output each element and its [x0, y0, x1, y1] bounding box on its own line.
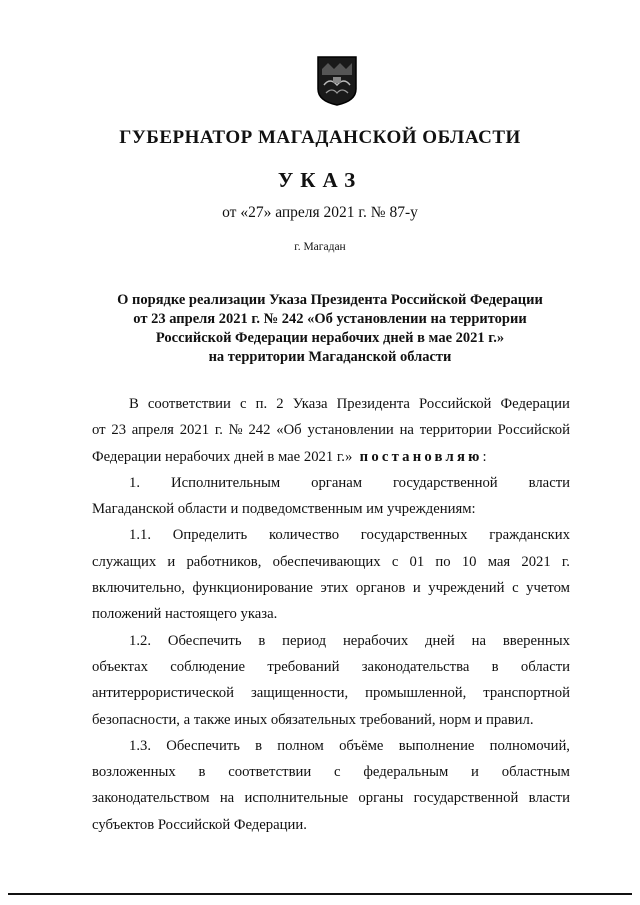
word: с [391, 553, 399, 570]
colon: : [482, 448, 487, 465]
word: по [435, 553, 451, 570]
word: вверенных [502, 632, 570, 649]
word: промышленной, [365, 685, 467, 702]
document-type: УКАЗ [277, 168, 363, 192]
text-line [92, 447, 570, 473]
word: объектах [92, 658, 148, 675]
title-line: О порядке реализации Указа Президента Российской Федерации [117, 292, 543, 308]
title-line: от 23 апреля 2021 г. № 242 «Об установлении на территории [133, 311, 527, 327]
text-line [92, 578, 570, 604]
word: власти [528, 790, 570, 807]
word: транспортной [483, 685, 570, 702]
word: законодательства [361, 658, 470, 675]
word: 1.2. [129, 632, 152, 649]
word: антитеррористической [92, 685, 235, 702]
word: органы [358, 790, 404, 807]
word: Исполнительным [170, 474, 281, 491]
word: № [228, 422, 243, 439]
word: нерабочих [342, 632, 409, 649]
word: 10 [461, 553, 477, 570]
word: 23 [111, 422, 127, 439]
word: требований [267, 658, 340, 675]
organization-heading: ГУБЕРНАТОР МАГАДАНСКОЙ ОБЛАСТИ [119, 127, 521, 148]
word: и [471, 764, 479, 781]
word: функционирование [192, 580, 313, 597]
word: учреждений [428, 580, 505, 597]
word: 1. [129, 474, 141, 491]
word: «Об [276, 422, 302, 439]
word: власти [528, 474, 570, 491]
word: мая [487, 553, 511, 570]
word: полном [277, 737, 324, 754]
document-date-number: от «27» апреля 2021 г. № 87-у [222, 204, 418, 221]
word: Федерации [500, 396, 570, 412]
text-line: положений настоящего указа. [92, 606, 278, 623]
word: В [129, 396, 139, 412]
word: 242 [248, 422, 271, 439]
word: и [167, 553, 176, 570]
text-line [92, 736, 570, 762]
word: гражданских [489, 527, 570, 544]
word: в [258, 632, 266, 649]
word: обеспечивающих [272, 553, 381, 570]
text-line [92, 473, 570, 499]
word: в [198, 764, 206, 781]
word: в [255, 737, 263, 754]
word: Обеспечить [166, 737, 240, 754]
word: с [239, 396, 247, 412]
word: защищенности, [250, 685, 349, 702]
text-line [92, 762, 570, 788]
text-line [92, 420, 570, 446]
coat-of-arms-icon [316, 55, 358, 107]
title-line: на территории Магаданской области [208, 349, 452, 365]
word: соблюдение [170, 658, 246, 675]
text-line [92, 657, 570, 683]
text-line: Магаданской области и подведомственным им учреждениям: [92, 501, 476, 518]
word: с [334, 764, 341, 781]
word: государственных [360, 527, 468, 544]
word: органам [311, 474, 363, 491]
text-line [92, 683, 570, 709]
text-line: субъектов Российской Федерации. [92, 816, 307, 833]
word: на [219, 790, 235, 807]
word: период [282, 632, 327, 649]
word: федеральным [363, 764, 449, 781]
word: области [520, 658, 570, 675]
word: Российской [497, 422, 570, 439]
word: Обеспечить [167, 632, 242, 649]
word: государственной [413, 790, 519, 807]
word: учетом [526, 580, 570, 597]
word: работников, [186, 553, 262, 570]
word: возложенных [92, 764, 176, 781]
word: установлении [307, 422, 394, 439]
word: областным [501, 764, 570, 781]
word: исполнительные [244, 790, 349, 807]
word: этих [320, 580, 349, 597]
word: от [92, 422, 106, 439]
word: включительно, [92, 580, 185, 597]
word: полномочий, [489, 737, 570, 754]
word: служащих [92, 553, 157, 570]
word: территории [419, 422, 492, 439]
word: 1.3. [129, 737, 152, 754]
text-line [92, 788, 570, 814]
word: законодательством [92, 790, 210, 807]
word: выполнение [398, 737, 475, 754]
word: Президента [336, 396, 410, 412]
word: на [471, 632, 486, 649]
word: Указа [292, 396, 328, 412]
word: апреля [131, 422, 174, 439]
bottom-rule [8, 893, 632, 895]
word: 2021 [521, 553, 551, 570]
word: Российской [419, 396, 492, 412]
decree-keyword: постановляю [359, 448, 483, 465]
word: объёме [339, 737, 384, 754]
word: соответствии [147, 396, 231, 412]
word: г. [214, 422, 223, 439]
title-line: Российской Федерации нерабочих дней в мае 2021 г.» [155, 330, 505, 346]
word: государственной [392, 474, 498, 491]
word: соответствии [228, 764, 312, 781]
word: 2021 [179, 422, 210, 439]
issue-city: г. Магадан [294, 241, 346, 253]
word: г. [561, 553, 570, 570]
word: 01 [409, 553, 425, 570]
word: количество [268, 527, 340, 544]
word: 2 [276, 396, 284, 412]
document-body [92, 394, 570, 841]
text-line [92, 552, 570, 578]
word: органов [355, 580, 406, 597]
document-title [80, 291, 580, 367]
word: на [399, 422, 414, 439]
word: п. [255, 396, 268, 412]
word: дней [425, 632, 455, 649]
text-line [92, 525, 570, 551]
word: и [412, 580, 421, 597]
word: 1.1. [129, 527, 152, 544]
text-line [92, 631, 570, 657]
text-line [92, 394, 570, 420]
word: Определить [172, 527, 248, 544]
word: в [491, 658, 499, 675]
word: с [512, 580, 519, 597]
line-text: Федерации нерабочих дней в мае 2021 г.» [92, 448, 353, 465]
text-line: безопасности, а также иных обязательных требований, норм и правил. [92, 711, 534, 728]
